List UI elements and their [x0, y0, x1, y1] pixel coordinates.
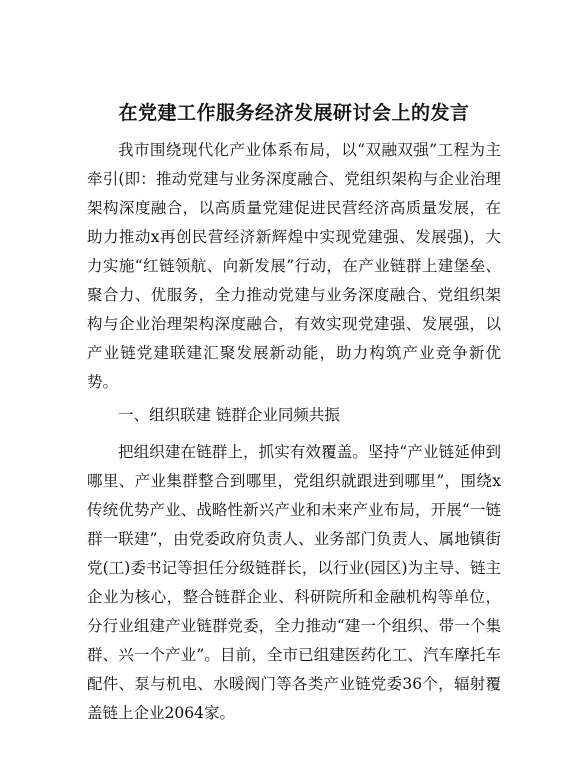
document-title: 在党建工作服务经济发展研讨会上的发言: [118, 102, 470, 124]
section-paragraph: 把组织建在链群上，抓实有效覆盖。坚持“产业链延伸到哪里、产业集群整合到哪里，党组织就跟进到哪里”，围绕x传统优势产业、战略性新兴产业和未来产业布局，开展“一链群一联建”，由党委政府负责人、业务部门负责人、属地镇街党(工)委书记等担任分级链群长，以行业(园区)为主导、链主企业为核心，整合链群企业、科研院所和金融机构等单位，分行业组建产业链群党委，全力推动“建一个组织、带一个集群、兴一个产业”。目前，全市已组建医药化工、汽车摩托车配件、泵与机电、水暖阀门等各类产业链党委36个，辐射覆盖链上企业2064家。: [87, 443, 501, 722]
document-page: [87, 100, 501, 728]
intro-paragraph: 我市围绕现代化产业体系布局，以“双融双强”工程为主牵引(即：推动党建与业务深度融合、党组织架构与企业治理架构深度融合，以高质量党建促进民营经济高质量发展，在助力推动x再创民营经济新辉煌中实现党建强、发展强)，大力实施“红链领航、向新发展”行动，在产业链群上建堡垒、聚合力、优服务，全力推动党建与业务深度融合、党组织架构与企业治理架构深度融合，有效实现党建强、发展强，以产业链党建联建汇聚发展新动能，助力构筑产业竞争新优势。: [87, 141, 501, 391]
section-heading: 一、组织联建 链群企业同频共振: [118, 406, 340, 424]
